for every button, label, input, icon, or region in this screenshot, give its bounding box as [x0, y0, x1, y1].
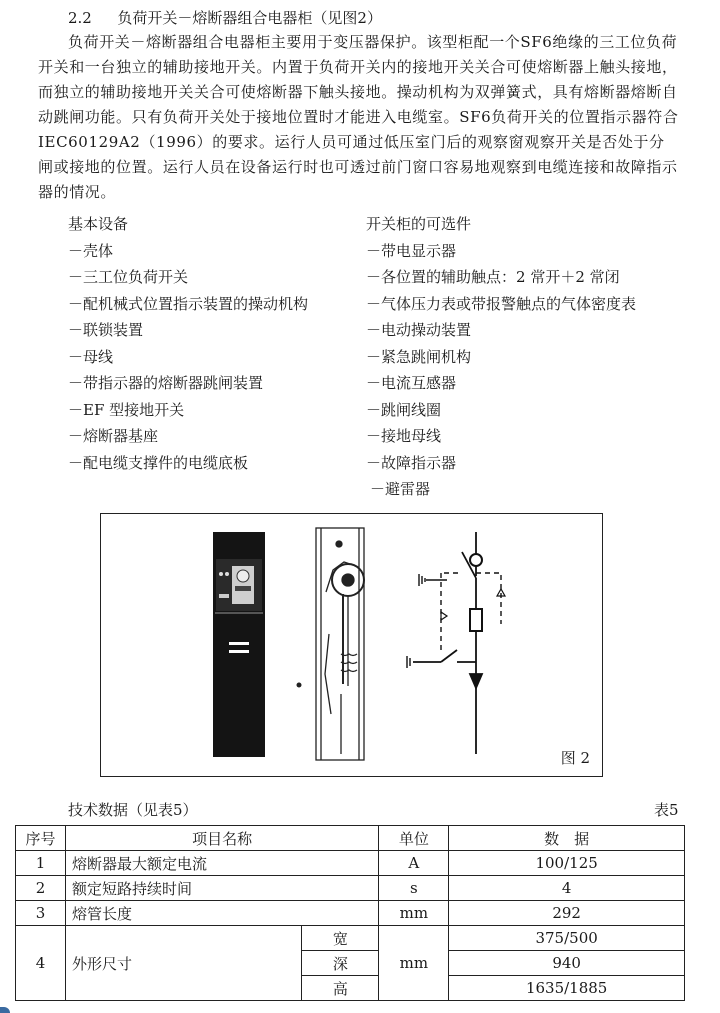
table-row: [16, 926, 685, 951]
header-unit: 单位: [379, 826, 449, 851]
table-row: [16, 876, 685, 901]
basic-equipment-heading: 基本设备: [68, 215, 129, 233]
spec-table: [15, 825, 685, 1001]
basic-equipment-list: [68, 211, 308, 476]
list-item: －电动操动装置: [366, 321, 472, 339]
header-value: 数 据: [449, 826, 685, 851]
table-label: 表5: [654, 801, 679, 819]
list-item: －带指示器的熔断器跳闸装置: [68, 374, 264, 392]
options-list: [366, 211, 636, 503]
sub-value: 1635/1885: [449, 976, 685, 1001]
row-no: 2: [16, 876, 66, 901]
table-row: [16, 851, 685, 876]
sub-label: 宽: [302, 926, 379, 951]
header-item: 项目名称: [65, 826, 378, 851]
page-edge-mark: [0, 1007, 10, 1013]
list-item: －壳体: [68, 241, 114, 260]
list-item: －避雷器: [370, 480, 431, 498]
body-paragraph: 负荷开关－熔断器组合电器柜主要用于变压器保护。该型柜配一个SF6绝缘的三工位负荷开关和一台独立的辅助接地开关。内置于负荷开关内的接地开关关合可使熔断器上触头接地，而独立的辅助接地开关关合可使熔断器下触头接地。操动机构为双弹簧式，具有熔断器熔断自动跳闸功能。只有负荷开关处于接地位置时才能进入电缆室。SF6负荷开关的位置指示器符合IEC60129A2（1996）的要求。运行人员可通过低压室门后的观察窗观察开关是否处于分闸或接地的位置。运行人员在设备运行时也可透过前门窗口容易地观察到电缆连接和故障指示器的情况。: [38, 33, 679, 201]
sub-value: 940: [449, 951, 685, 976]
sub-label: 高: [302, 976, 379, 1001]
row-name: 熔管长度: [65, 901, 378, 926]
cabinet-front-view: [213, 532, 265, 757]
row-no: 3: [16, 901, 66, 926]
row-name: 外形尺寸: [65, 926, 302, 1001]
figure-caption: 图 2: [560, 749, 590, 767]
list-item: －紧急跳闸机构: [366, 347, 472, 366]
row-value: 4: [449, 876, 685, 901]
list-item: －三工位负荷开关: [68, 268, 189, 286]
row-unit: s: [379, 876, 449, 901]
single-line-diagram: [407, 532, 505, 754]
list-item: －母线: [68, 347, 114, 366]
row-unit: mm: [379, 901, 449, 926]
list-item: －电流互感器: [366, 374, 457, 392]
sub-value: 375/500: [449, 926, 685, 951]
list-item: －配电缆支撑件的电缆底板: [68, 453, 249, 472]
list-item: －接地母线: [366, 427, 442, 445]
section-number: 2.2: [68, 9, 92, 27]
switchgear-illustration: [101, 514, 601, 775]
list-item: －熔断器基座: [68, 427, 159, 445]
table-row: [16, 901, 685, 926]
options-heading: 开关柜的可选件: [366, 215, 472, 233]
row-value: 292: [449, 901, 685, 926]
cabinet-section-view: [316, 528, 364, 760]
section-title: 负荷开关－熔断器组合电器柜（见图2）: [117, 9, 382, 27]
dot-mark: [297, 683, 302, 688]
row-no: 4: [16, 926, 66, 1001]
list-item: －带电显示器: [366, 241, 457, 260]
list-item: －各位置的辅助触点：2 常开＋2 常闭: [366, 268, 620, 286]
row-value: 100/125: [449, 851, 685, 876]
sub-label: 深: [302, 951, 379, 976]
row-unit: mm: [379, 926, 449, 1001]
table-header-row: [16, 826, 685, 851]
list-item: －联锁装置: [68, 321, 144, 339]
list-item: －配机械式位置指示装置的操动机构: [68, 294, 309, 313]
list-item: －气体压力表或带报警触点的气体密度表: [366, 294, 637, 313]
section-heading: [68, 8, 382, 28]
list-item: －跳闸线圈: [366, 400, 442, 419]
row-no: 1: [16, 851, 66, 876]
row-name: 熔断器最大额定电流: [65, 851, 378, 876]
list-item: －EF 型接地开关: [68, 400, 185, 419]
figure-2: [100, 513, 603, 777]
header-no: 序号: [16, 826, 66, 851]
list-item: －故障指示器: [366, 453, 457, 472]
tech-data-heading: 技术数据（见表5）: [68, 801, 198, 819]
row-name: 额定短路持续时间: [65, 876, 378, 901]
row-unit: A: [379, 851, 449, 876]
